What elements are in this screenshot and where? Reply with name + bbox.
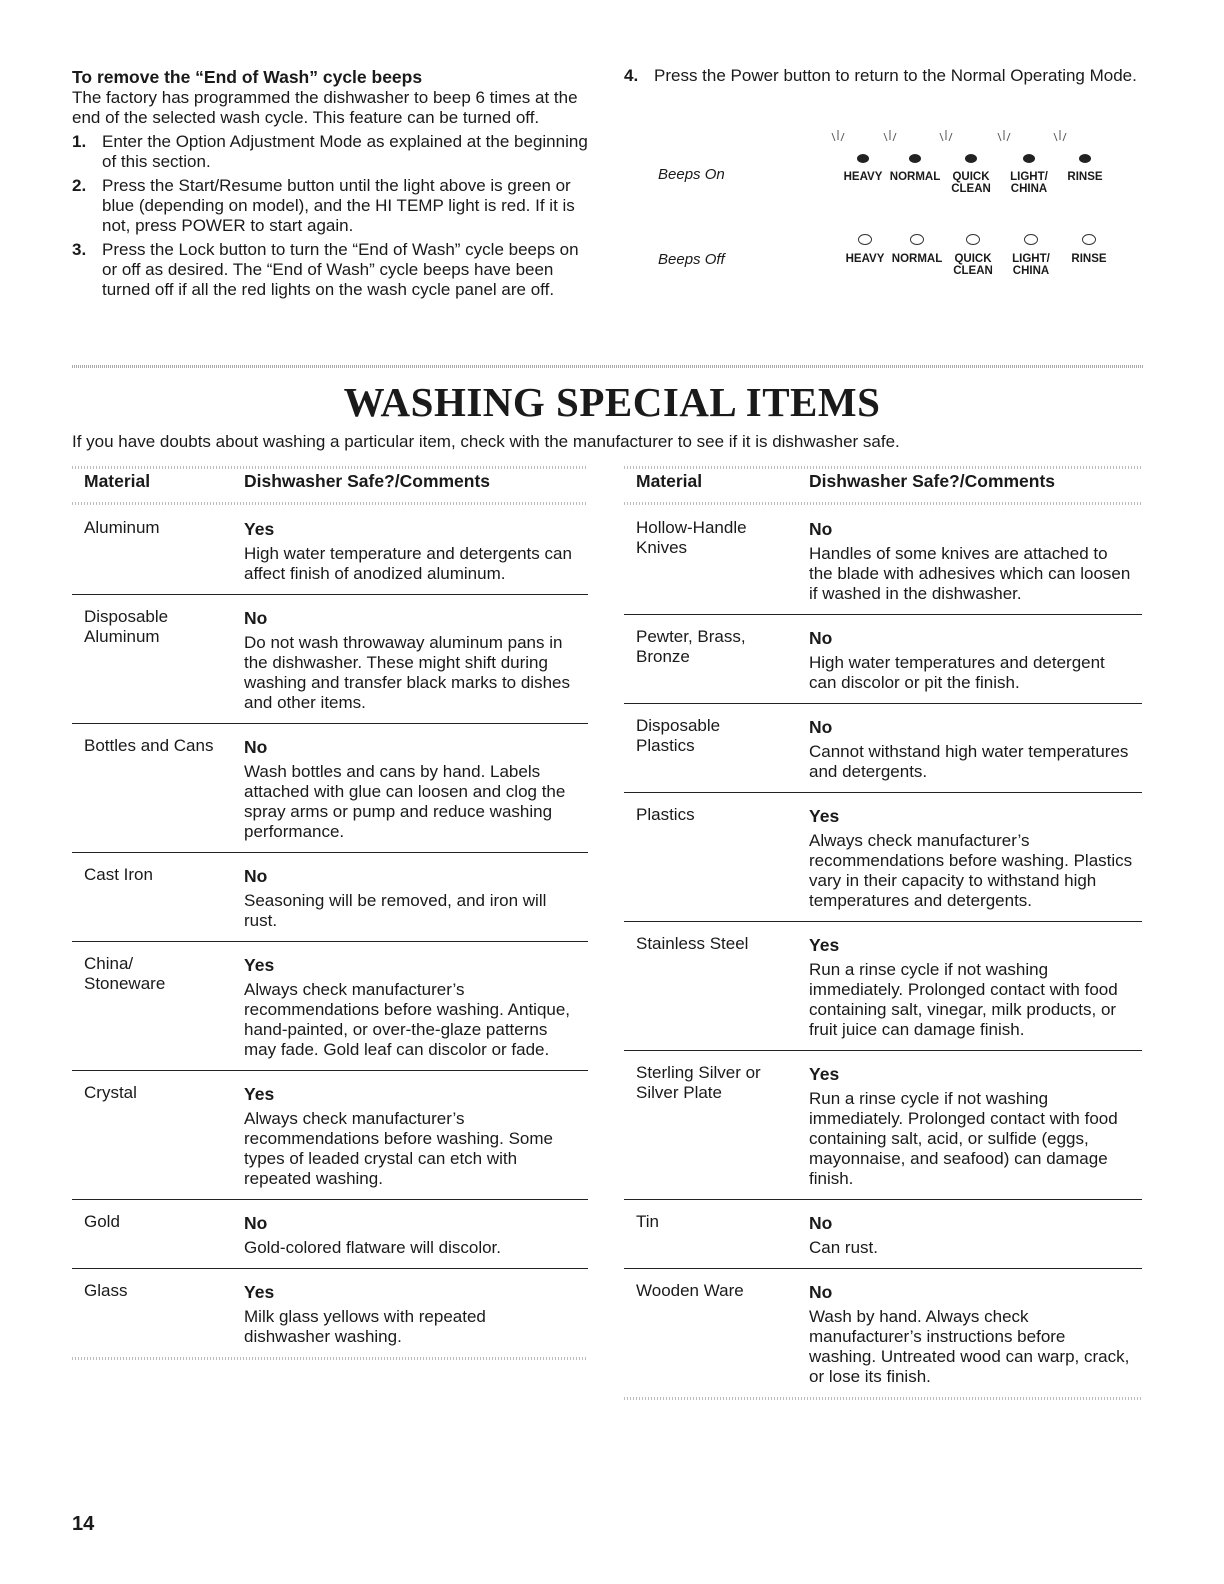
cycle-label: NORMAL: [889, 171, 941, 183]
light-rays-icon: [828, 128, 848, 150]
table-bottom-rule: [72, 1357, 588, 1360]
table-row: [624, 1051, 1142, 1200]
cycle-label: QUICK CLEAN: [953, 253, 993, 277]
row-safe: No: [809, 1282, 833, 1302]
row-comment: Gold-colored flatware will discolor.: [244, 1238, 501, 1257]
row-material: Aluminum: [84, 518, 160, 537]
beeps-off-label: Beeps Off: [658, 251, 725, 268]
materials-table-right: [624, 466, 1142, 1400]
row-safe: No: [244, 608, 268, 628]
lit-light-icon: [1023, 154, 1035, 163]
end-of-wash-steps: [72, 132, 594, 300]
step-4-section: [624, 66, 1144, 86]
step-text: Enter the Option Adjustment Mode as explained at the beginning of this section.: [102, 132, 588, 171]
page-title: WASHING SPECIAL ITEMS: [343, 379, 881, 425]
header-comments: Dishwasher Safe?/Comments: [244, 471, 491, 491]
table-row: [624, 615, 1142, 704]
table-row: [624, 506, 1142, 615]
unlit-light-icon: [966, 234, 980, 245]
row-safe: Yes: [244, 519, 275, 539]
step-text: Press the Start/Resume button until the light above is green or blue (depending on model), and the HI TEMP light is red. If it is not, press POWER to start again.: [102, 176, 575, 235]
row-safe: No: [809, 628, 833, 648]
cycle-label: HEAVY: [845, 253, 885, 265]
row-safe: Yes: [809, 1064, 840, 1084]
row-material: Wooden Ware: [636, 1281, 744, 1300]
step-text: Press the Power button to return to the Normal Operating Mode.: [654, 66, 1137, 85]
light-rinse-off: [1054, 210, 1124, 265]
table-header-rule: [624, 502, 1142, 505]
step-number: 4.: [624, 66, 639, 85]
table-header: [72, 466, 588, 496]
light-rays-icon: [880, 128, 900, 150]
table-header: [624, 466, 1142, 496]
row-comment: Always check manufacturer’s recommendations before washing. Antique, hand-painted, or over-the-glaze patterns may fade. Gold leaf can discolor or fade.: [244, 980, 571, 1059]
step-1: [72, 132, 594, 172]
row-comment: Wash by hand. Always check manufacturer’s instructions before washing. Untreated wood can warp, crack, or lose its finish.: [809, 1307, 1130, 1386]
cycle-label: RINSE: [1071, 253, 1107, 265]
step-number: 3.: [72, 240, 87, 259]
row-comment: Run a rinse cycle if not washing immediately. Prolonged contact with food containing salt, vinegar, milk products, or fruit juice can damage finish.: [809, 960, 1118, 1039]
table-row: [72, 1200, 588, 1269]
beeps-off-lights: [828, 210, 1118, 277]
page-number: 14: [72, 1513, 95, 1535]
end-of-wash-heading: To remove the “End of Wash” cycle beeps: [72, 67, 423, 87]
row-comment: Handles of some knives are attached to the blade with adhesives which can loosen if washed in the dishwasher.: [809, 544, 1131, 603]
cycle-label: HEAVY: [843, 171, 883, 183]
row-material: Pewter, Brass, Bronze: [636, 627, 746, 666]
row-safe: No: [244, 1213, 268, 1233]
unlit-light-icon: [1082, 234, 1096, 245]
section-divider: [72, 365, 1144, 368]
table-row: [624, 704, 1142, 793]
row-material: Disposable Aluminum: [84, 607, 169, 646]
row-comment: High water temperature and detergents can affect finish of anodized aluminum.: [244, 544, 572, 583]
row-comment: Cannot withstand high water temperatures and detergents.: [809, 742, 1129, 781]
row-safe: No: [244, 737, 268, 757]
unlit-light-icon: [1024, 234, 1038, 245]
row-comment: Always check manufacturer’s recommendations before washing. Some types of leaded crystal can etch with repeated washing.: [244, 1109, 553, 1188]
row-comment: Wash bottles and cans by hand. Labels attached with glue can loosen and clog the spray arms or pump and reduce washing performance.: [244, 762, 566, 841]
row-safe: No: [809, 519, 833, 539]
table-row: [72, 1071, 588, 1200]
table-row: [624, 1200, 1142, 1269]
table-row: [72, 506, 588, 595]
cycle-label: NORMAL: [891, 253, 943, 265]
step-text: Press the Lock button to turn the “End of Wash” cycle beeps on or off as desired. The “End of Wash” cycle beeps have been turned off if all the red lights on the wash cycle panel are off.: [102, 240, 579, 299]
section-intro: If you have doubts about washing a particular item, check with the manufacturer to see if it is dishwasher safe.: [72, 432, 900, 451]
table-row: [72, 595, 588, 724]
header-material: Material: [84, 471, 151, 491]
spacer: [1054, 210, 1124, 232]
table-header-rule: [72, 502, 588, 505]
row-material: China/ Stoneware: [84, 954, 166, 993]
row-safe: No: [809, 1213, 833, 1233]
row-safe: Yes: [809, 935, 840, 955]
row-material: Plastics: [636, 805, 695, 824]
table-row: [72, 942, 588, 1071]
unlit-light-icon: [910, 234, 924, 245]
row-comment: Run a rinse cycle if not washing immediately. Prolonged contact with food containing salt, acid, or sulfide (eggs, mayonnaise, and seafood) can damage finish.: [809, 1089, 1118, 1188]
table-row: [72, 853, 588, 942]
table-bottom-rule: [624, 1397, 1142, 1400]
row-material: Crystal: [84, 1083, 137, 1102]
table-row: [624, 922, 1142, 1051]
header-material: Material: [636, 471, 703, 491]
light-rays-icon: [1050, 128, 1070, 150]
row-material: Glass: [84, 1281, 128, 1300]
header-comments: Dishwasher Safe?/Comments: [809, 471, 1056, 491]
end-of-wash-section: [72, 66, 594, 300]
lit-light-icon: [1079, 154, 1091, 163]
light-rays-icon: [936, 128, 956, 150]
materials-table-left: [72, 466, 588, 1360]
step-number: 1.: [72, 132, 87, 151]
beeps-on-label: Beeps On: [658, 166, 725, 183]
row-safe: No: [809, 717, 833, 737]
row-material: Cast Iron: [84, 865, 153, 884]
row-material: Hollow-Handle Knives: [636, 518, 747, 557]
row-material: Gold: [84, 1212, 120, 1231]
row-material: Bottles and Cans: [84, 736, 214, 755]
cycle-label: LIGHT/ CHINA: [1010, 171, 1048, 195]
row-comment: High water temperatures and detergent can discolor or pit the finish.: [809, 653, 1105, 692]
unlit-light-icon: [858, 234, 872, 245]
row-safe: Yes: [244, 1084, 275, 1104]
row-material: Disposable Plastics: [636, 716, 721, 755]
lit-light-icon: [857, 154, 869, 163]
row-material: Tin: [636, 1212, 659, 1231]
step-4: [624, 66, 1144, 86]
row-material: Stainless Steel: [636, 934, 749, 953]
light-rinse-on: [1050, 128, 1120, 183]
row-safe: No: [244, 866, 268, 886]
cycle-label: RINSE: [1067, 171, 1103, 183]
table-row: [72, 724, 588, 853]
step-2: [72, 176, 594, 236]
row-safe: Yes: [244, 1282, 275, 1302]
cycle-label: LIGHT/ CHINA: [1012, 253, 1050, 277]
step-3: [72, 240, 594, 300]
row-safe: Yes: [244, 955, 275, 975]
step-number: 2.: [72, 176, 87, 195]
row-material: Sterling Silver or Silver Plate: [636, 1063, 761, 1102]
row-comment: Always check manufacturer’s recommendations before washing. Plastics vary in their capacity to withstand high temperatures and detergents.: [809, 831, 1133, 910]
end-of-wash-intro: The factory has programmed the dishwasher to beep 6 times at the end of the selected wash cycle. This feature can be turned off.: [72, 88, 578, 127]
table-row: [624, 1269, 1142, 1397]
cycle-label: QUICK CLEAN: [951, 171, 991, 195]
light-rays-icon: [994, 128, 1014, 150]
row-comment: Milk glass yellows with repeated dishwasher washing.: [244, 1307, 486, 1346]
lit-light-icon: [909, 154, 921, 163]
row-safe: Yes: [809, 806, 840, 826]
lit-light-icon: [965, 154, 977, 163]
row-comment: Seasoning will be removed, and iron will rust.: [244, 891, 547, 930]
beeps-on-lights: [828, 128, 1118, 195]
table-row: [72, 1269, 588, 1357]
table-row: [624, 793, 1142, 922]
row-comment: Can rust.: [809, 1238, 878, 1257]
row-comment: Do not wash throwaway aluminum pans in the dishwasher. These might shift during washing and transfer black marks to dishes and other items.: [244, 633, 570, 712]
